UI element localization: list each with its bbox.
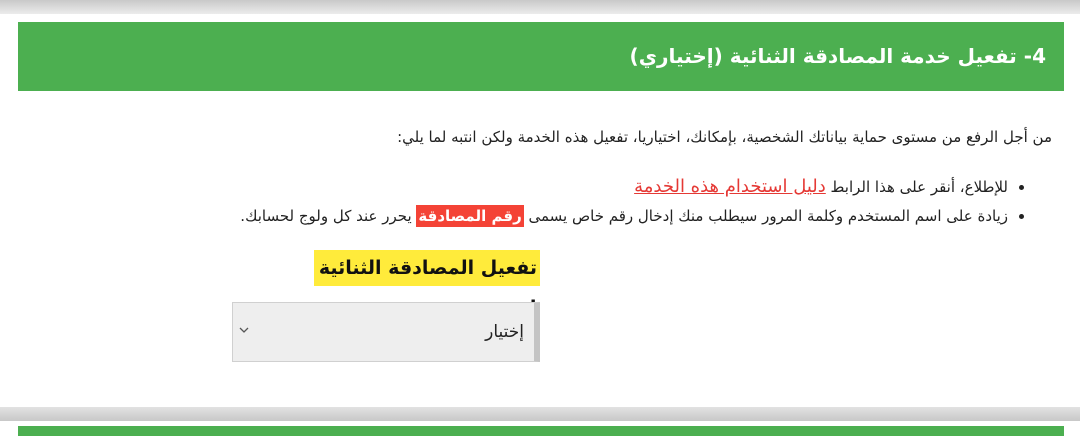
next-section-header [18, 426, 1064, 436]
list-item-text: زيادة على اسم المستخدم وكلمة المرور سيطلب منك إدخال رقم خاص يسمى [523, 207, 1008, 225]
list-item-text: للإطلاع، أنقر على هذا الرابط [825, 178, 1008, 196]
select-value: إختيار [485, 322, 524, 342]
list-item [18, 202, 1008, 231]
auth-code-highlight: رقم المصادقة [418, 207, 522, 225]
list-item-text: يحرر عند كل ولوج لحسابك. [240, 207, 417, 225]
two-factor-label: تفعيل المصادقة الثنائية [314, 250, 540, 286]
service-guide-link[interactable]: دليل استخدام هذه الخدمة [634, 176, 826, 197]
section-title: 4- تفعيل خدمة المصادقة الثنائية (إختياري) [629, 44, 1046, 68]
chevron-down-icon [239, 325, 249, 335]
section-header [18, 22, 1064, 91]
list-item [18, 172, 1008, 202]
top-divider [0, 0, 1080, 14]
bottom-divider [0, 407, 1080, 421]
info-list [18, 172, 1028, 231]
intro-text: من أجل الرفع من مستوى حماية بياناتك الشخصية، بإمكانك، اختياريا، تفعيل هذه الخدمة ولكن انتبه لما يلي: [397, 128, 1052, 146]
two-factor-select[interactable] [232, 302, 540, 362]
